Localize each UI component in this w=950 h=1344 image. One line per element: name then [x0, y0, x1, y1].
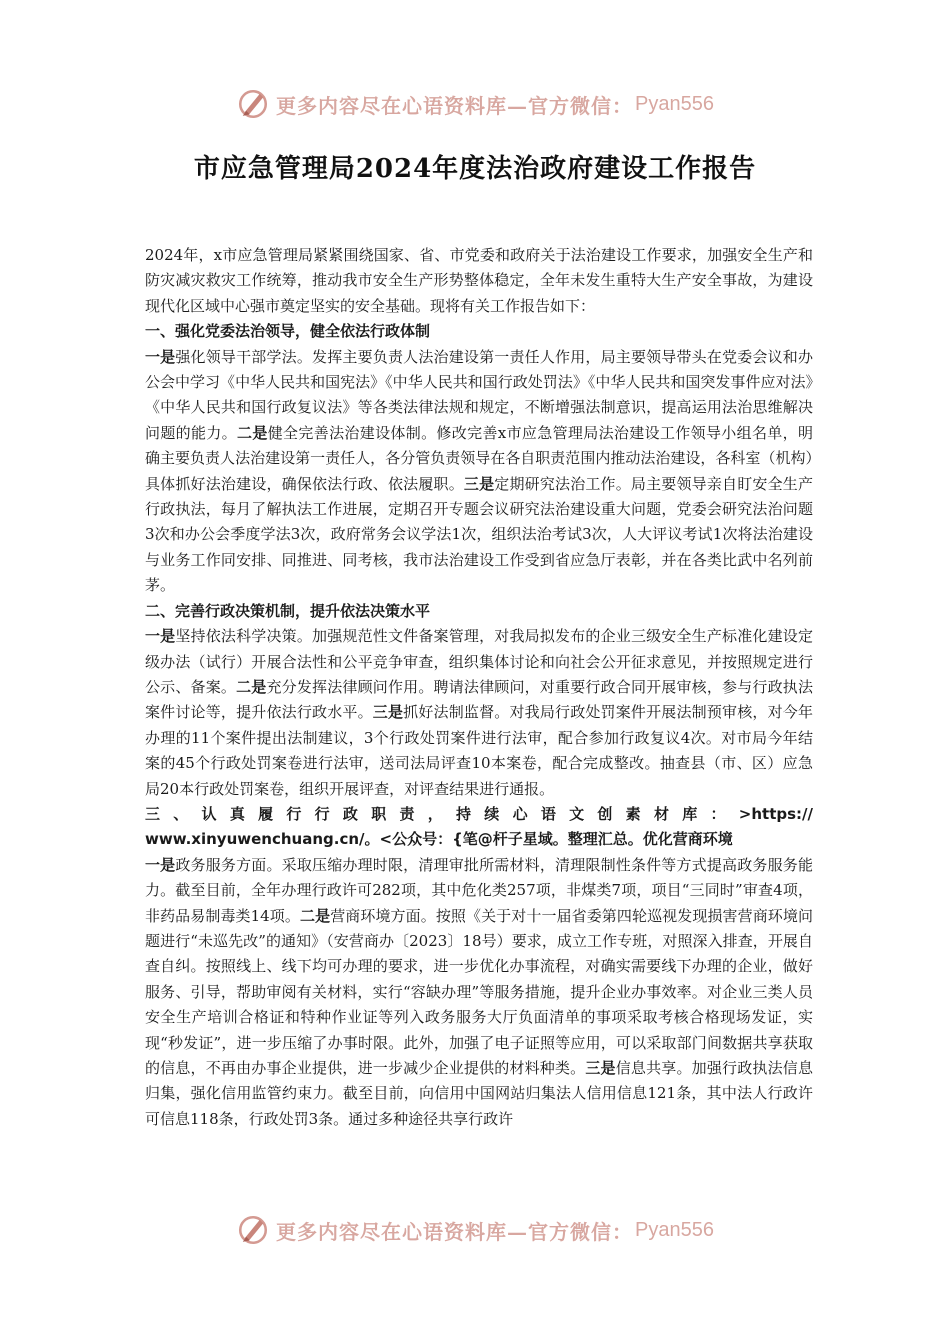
header-watermark [0, 84, 950, 124]
lead-1: 一是 [145, 627, 176, 646]
lead-2: 二是 [300, 906, 331, 925]
lead-2: 二是 [237, 423, 268, 442]
lead-3: 三是 [463, 474, 495, 493]
watermark-wechat-id: Pyan556 [635, 1218, 714, 1241]
footer-watermark [0, 1210, 950, 1250]
document-body [145, 243, 813, 1132]
section-1-heading: 一、强化党委法治领导，健全依法行政体制 [145, 322, 431, 341]
section-2-paragraph: 一是坚持依法科学决策。加强规范性文件备案管理，对我局拟发布的企业三级安全生产标准化建设定级办法（试行）开展合法性和公平竞争审查，组织集体讨论和向社会公开征求意见，并按照规定进行公示、备案。二是充分发挥法律顾问作用。聘请法律顾问，对重要行政合同开展审核，参与行政执法案件讨论等，提升依法行政水平。三是抓好法制监督。对我局行政处罚案件开展法制预审核，对今年办理的11个案件提出法制建议，3个行政处罚案件进行法审，配合参加行政复议4次。对市局今年结案的45个行政处罚案卷进行法审，送司法局评查10本案卷，配合完成整改。抽查县（市、区）应急局20本行政处罚案卷，组织开展评查，对评查结果进行通报。 [145, 627, 813, 798]
lead-2: 二是 [236, 677, 267, 696]
page-title: 市应急管理局2024年度法治政府建设工作报告 [193, 154, 757, 184]
watermark-wechat-id: Pyan556 [635, 92, 714, 115]
lead-1: 一是 [145, 347, 176, 366]
pen-logo-icon [236, 1213, 270, 1247]
section-1-paragraph: 一是强化领导干部学法。发挥主要负责人法治建设第一责任人作用，局主要领导带头在党委会议和办公会中学习《中华人民共和国宪法》《中华人民共和国行政处罚法》《中华人民共和国突发事件应对法》《中华人民共和国行政复议法》等各类法律法规和规定，不断增强法制意识，提高运用法治思维解决问题的能力。二是健全完善法治建设体制。修改完善x市应急管理局法治建设工作领导小组名单，明确主要负责人法治建设第一责任人，各分管负责领导在各自职责范围内推动法治建设，各科室（机构）具体抓好法治建设，确保依法行政、依法履职。三是定期研究法治工作。局主要领导亲自盯安全生产行政执法，每月了解执法工作进展，定期召开专题会议研究法治建设重大问题，党委会研究法治问题3次和办公会季度学法3次，政府常务会议学法1次，组织法治考试3次，人大评议考试1次将法治建设与业务工作同安排、同推进、同考核，我市法治建设工作受到省应急厅表彰，并在各类比武中名列前茅。 [145, 347, 813, 595]
pen-logo-icon [236, 87, 270, 121]
intro-paragraph: 2024年，x市应急管理局紧紧围绕国家、省、市党委和政府关于法治建设工作要求，加强安全生产和防灾减灾救灾工作统筹，推动我市安全生产形势整体稳定，全年未发生重特大生产安全事故，为建设现代化区域中心强市奠定坚实的安全基础。现将有关工作报告如下： [145, 246, 813, 315]
lead-1: 一是 [145, 855, 176, 874]
section-2-heading: 二、完善行政决策机制，提升依法决策水平 [145, 601, 431, 620]
section-3-heading-line-2: www.xinyuwenchuang.cn/。<公众号：{笔@杆子星域。整理汇总。优化营商环境 [145, 830, 733, 849]
lead-3: 三是 [585, 1059, 616, 1077]
section-3-heading-line-1: 三、认真履行行政职责，持续心语文创素材库：>https:// [145, 804, 813, 823]
watermark-text: 更多内容尽在心语资料库—官方微信： [276, 93, 634, 118]
section-3-paragraph: 一是政务服务方面。采取压缩办理时限，清理审批所需材料，清理限制性条件等方式提高政务服务能力。截至目前，全年办理行政许可282项，其中危化类257项，非煤类7项，项目“三同时”审查4项，非药品易制毒类14项。二是营商环境方面。按照《关于对十一届省委第四轮巡视发现损害营商环境问题进行“未巡先改”的通知》（安营商办〔2023〕18号）要求，成立工作专班，对照深入排查，开展自查自纠。按照线上、线下均可办理的要求，进一步优化办事流程，对确实需要线下办理的企业，做好服务、引导，帮助审阅有关材料，实行“容缺办理”等服务措施，提升企业办事效率。对企业三类人员安全生产培训合格证和特种作业证等列入政务服务大厅负面清单的事项采取考核合格现场发证，实现“秒发证”，进一步压缩了办事时限。此外，加强了电子证照等应用，可以采取部门间数据共享获取的信息，不再由办事企业提供，进一步减少企业提供的材料种类。三是信息共享。加强行政执法信息归集，强化信用监管约束力。截至目前，向信用中国网站归集法人信用信息121条，其中法人行政许可信息118条，行政处罚3条。通过多种途径共享行政许 [145, 855, 813, 1128]
watermark-text: 更多内容尽在心语资料库—官方微信： [276, 1219, 634, 1244]
lead-3: 三是 [372, 703, 404, 722]
